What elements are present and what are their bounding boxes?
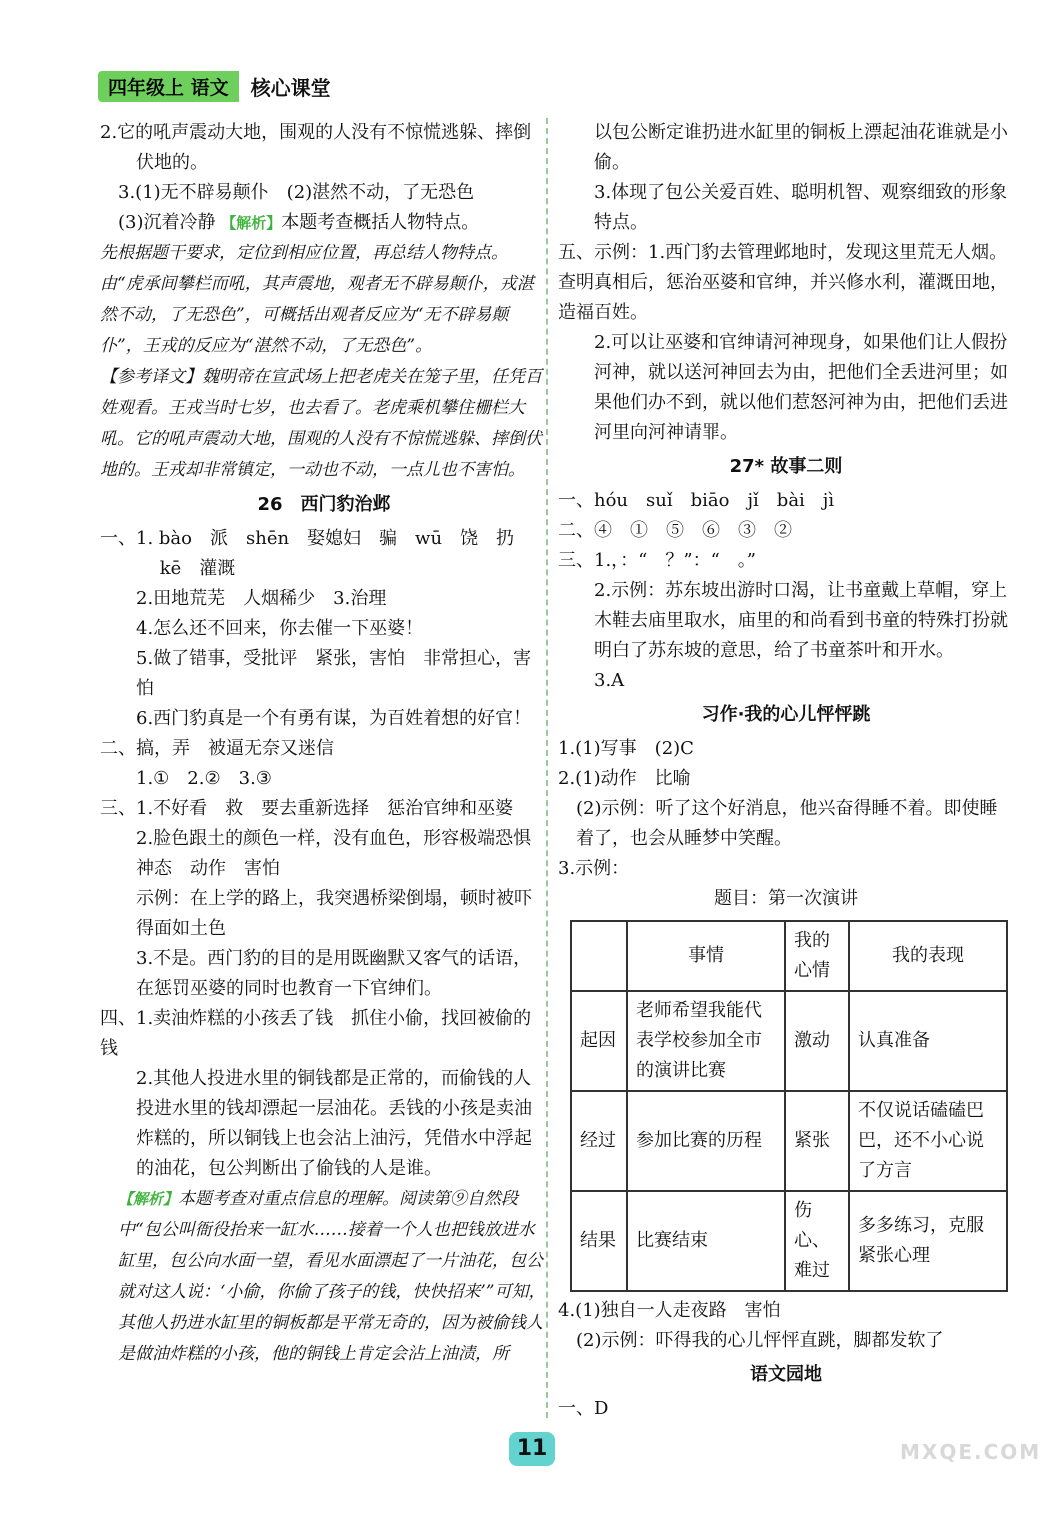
table-header-cell (571, 921, 627, 991)
answer-line: 2.示例：苏东坡出游时口渴，让书童戴上草帽，穿上木鞋去庙里取水，庙里的和尚看到书童的特殊打扮就明白了苏东坡的意思，给了书童茶叶和开水。 (594, 580, 1008, 661)
analysis-text: 本题考查对重点信息的理解。阅读第⑨自然段中“包公叫衙役抬来一缸水……接着一个人也把钱放进水缸里，包公向水面一望，看见水面漂起了一片油花，包公就对这人说：‘小偷，你偷了孩子的钱，快快招来’”可知，其他人扔进水缸里的铜板都是平常无奇的，因为被偷钱人是做油炸糕的小孩，他的铜钱上肯定会沾上油渍，所 (118, 1189, 546, 1364)
analysis-text: 本题考查概括人物特点。 (281, 212, 480, 233)
table-cell: 多多练习，克服紧张心理 (849, 1191, 1007, 1291)
answer-line: 以包公断定谁扔进水缸里的铜板上漂起油花谁就是小偷。 (594, 122, 1008, 173)
table-cell: 紧张 (785, 1091, 849, 1191)
table-title: 题目：第一次演讲 (714, 888, 858, 909)
analysis-tag: 【解析】 (221, 214, 282, 232)
answer-line: 4.(1)独自一人走夜路 害怕 (558, 1300, 781, 1321)
answer-line: 3.A (594, 670, 625, 691)
answer-line: 5.做了错事，受批评 紧张，害怕 非常担心，害怕 (136, 648, 532, 699)
table-cell: 认真准备 (849, 991, 1007, 1091)
table-cell: 不仅说话磕磕巴巴，还不小心说了方言 (849, 1091, 1007, 1191)
table-cell: 起因 (571, 991, 627, 1091)
answer-line: 一、1. bào 派 shēn 娶媳妇 骗 wū 饶 扔 (100, 528, 515, 549)
analysis-tag: 【解析】 (118, 1190, 179, 1208)
answer-line: 3.示例： (558, 858, 630, 879)
answer-line: 二、搞，弄 被逼无奈又迷信 (100, 738, 334, 759)
answer-line: 四、1.卖油炸糕的小孩丢了钱 抓住小偷，找回被偷的钱 (100, 1008, 532, 1059)
answer-line: 3.不是。西门豹的目的是用既幽默又客气的话语，在惩罚巫婆的同时也教育一下官绅们。 (136, 948, 532, 999)
table-header-row (571, 921, 1007, 991)
answer-line: 五、示例：1.西门豹去管理邺地时，发现这里荒无人烟。查明真相后，惩治巫婆和官绅，并兴修水利，灌溉田地，造福百姓。 (558, 242, 1008, 323)
answer-line (100, 208, 548, 238)
table-cell: 激动 (785, 991, 849, 1091)
table-cell: 比赛结束 (627, 1191, 785, 1291)
page-header (98, 72, 331, 100)
table-row (571, 1091, 1007, 1191)
answer-line: 2.田地荒芜 人烟稀少 3.治理 (136, 588, 387, 609)
answer-line: 2.(1)动作 比喻 (558, 768, 691, 789)
table-header-cell: 事情 (627, 921, 785, 991)
answer-line: 一、D (558, 1398, 609, 1419)
answer-line: (2)示例：吓得我的心儿怦怦直跳，脚都发软了 (576, 1330, 944, 1351)
analysis-text: 先根据题干要求，定位到相应位置，再总结人物特点。由“虎承间攀栏而吼，其声震地，观者无不辟易颠仆，戎湛然不动，了无恐色”，可概括出观者反应为“无不辟易颠仆”，王戎的反应为“湛然不动，了无恐色”。 (100, 243, 534, 356)
table-header-cell: 我的表现 (849, 921, 1007, 991)
table-cell: 老师希望我能代表学校参加全市的演讲比赛 (627, 991, 785, 1091)
answer-line: 3.(1)无不辟易颠仆 (2)湛然不动，了无恐色 (118, 182, 475, 203)
answer-line: 神态 动作 害怕 (136, 858, 280, 879)
grade-subject-badge: 四年级上 语文 (98, 71, 239, 102)
answer-line: 二、④ ① ⑤ ⑥ ③ ② (558, 520, 792, 541)
table-cell: 经过 (571, 1091, 627, 1191)
table-row (571, 1191, 1007, 1291)
answer-line: 2.它的吼声震动大地，围观的人没有不惊慌逃躲、摔倒伏地的。 (100, 122, 532, 173)
answer-line: 三、1.，：“ ？”：“ 。” (558, 550, 756, 571)
left-column (100, 118, 548, 1370)
table-cell: 伤心、难过 (785, 1191, 849, 1291)
table-cell: 参加比赛的历程 (627, 1091, 785, 1191)
answer-line: 三、1.不好看 救 要去重新选择 惩治官绅和巫婆 (100, 798, 514, 819)
right-column (558, 118, 1014, 1424)
answer-line: 2.脸色跟土的颜色一样，没有血色，形容极端恐惧 (136, 828, 532, 849)
answer-line: kē 灌溉 (136, 558, 236, 579)
watermark-logo: MXQE.COM (900, 1440, 1042, 1464)
reference-translation: 【参考译文】魏明帝在宣武场上把老虎关在笼子里，任凭百姓观看。王戎当时七岁，也去看了。老虎乘机攀住栅栏大吼。它的吼声震动大地，围观的人没有不惊慌逃躲、摔倒伏地的。王戎却非常镇定，一动也不动，一点儿也不害怕。 (100, 367, 542, 480)
answer-line: 2.可以让巫婆和官绅请河神现身，如果他们让人假扮河神，就以送河神回去为由，把他们全丢进河里；如果他们办不到，就以他们惹怒河神为由，把他们丢进河里向河神请罪。 (594, 332, 1008, 443)
book-title: 核心课堂 (250, 75, 331, 100)
answer-line: 1.(1)写事 (2)C (558, 738, 694, 759)
table-header-cell: 我的心情 (785, 921, 849, 991)
answer-line: 6.西门豹真是一个有勇有谋，为百姓着想的好官！ (136, 708, 532, 729)
answer-text: (3)沉着冷静 (118, 212, 216, 233)
section-title-yuwen: 语文园地 (750, 1364, 822, 1385)
table-row (571, 991, 1007, 1091)
answer-line: 示例：在上学的路上，我突遇桥梁倒塌，顿时被吓得面如土色 (136, 888, 532, 939)
answer-line: 4.怎么还不回来，你去催一下巫婆！ (136, 618, 424, 639)
answer-line: 1.① 2.② 3.③ (136, 768, 272, 789)
page-number: 11 (509, 1432, 555, 1466)
section-title-27: 27* 故事二则 (729, 456, 843, 477)
answer-line: 一、hóu suǐ biāo jǐ bài jì (558, 490, 835, 511)
answer-line: (2)示例：听了这个好消息，他兴奋得睡不着。即使睡着了，也会从睡梦中笑醒。 (576, 798, 998, 849)
section-title-xizuo: 习作·我的心儿怦怦跳 (701, 704, 871, 725)
section-title-26: 26 西门豹治邺 (257, 494, 391, 515)
answer-line: 3.体现了包公关爱百姓、聪明机智、观察细致的形象特点。 (594, 182, 1008, 233)
analysis-paragraph (100, 1184, 548, 1370)
table-cell: 结果 (571, 1191, 627, 1291)
example-table (570, 920, 1008, 1292)
answer-line: 2.其他人投进水里的铜钱都是正常的，而偷钱的人投进水里的钱却漂起一层油花。丢钱的小孩是卖油炸糕的，所以铜钱上也会沾上油污，凭借水中浮起的油花，包公判断出了偷钱的人是谁。 (136, 1068, 532, 1179)
